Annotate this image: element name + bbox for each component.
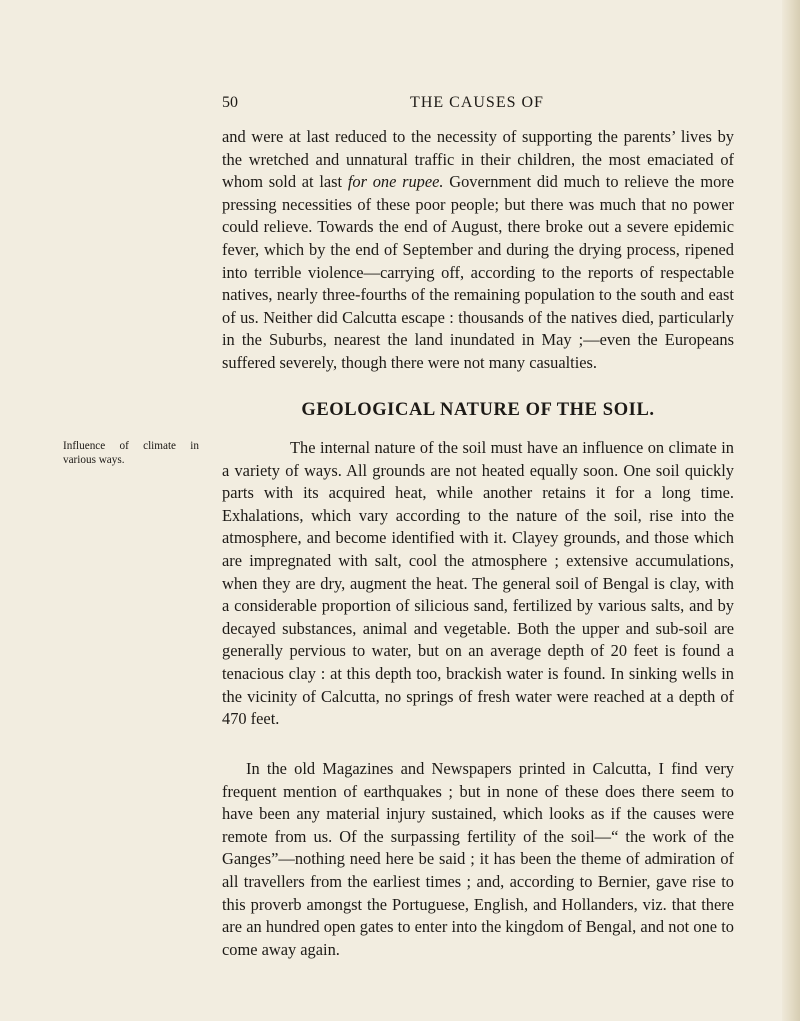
paragraph-famine-text-b: Government did much to relieve the more pressing necessities of these poor people; but there was much that no power could relieve. Towards the end of August, there broke out a severe epidemic fever, which by the end of September and during the drying process, ripened into terrible violence—carrying off, according to the reports of respectable natives, nearly three-fourths of the remaining population to the south and east of us. Neither did Calcutta escape : thousands of the natives died, particularly in the Suburbs, nearest the land inundated in May ;—even the Europeans suffered severely, though there were not many casualties. (222, 172, 735, 372)
paragraph-famine (222, 126, 734, 375)
paragraph-famine-text-a: and were at last reduced to the necessity of supporting the parents’ lives by the wretched and unnatural traffic in their children, the most emaciated of whom sold at last (222, 127, 734, 192)
page-edge-shadow (782, 0, 800, 1021)
paragraph-famine-italic: for one rupee. (347, 172, 444, 192)
running-title: THE CAUSES OF (410, 94, 544, 111)
section-heading: GEOLOGICAL NATURE OF THE SOIL. (301, 400, 655, 420)
paragraph-earthquakes: In the old Magazines and Newspapers printed in Calcutta, I find very frequent mention of earthquakes ; but in none of these does there seem to have been any material injury sustained, which looks as if the causes were remote from us. Of the surpassing fertility of the soil—“ the work of the Ganges”—nothing need here be said ; it has been the theme of admiration of all travellers from the earliest times ; and, according to Bernier, gave rise to this proverb amongst the Portuguese, English, and Hollanders, viz. that there are an hundred open gates to enter into the kingdom of Bengal, and not one to come away again. (222, 759, 734, 959)
page-header (222, 94, 732, 118)
margin-note: Influence of climate in various ways. (63, 440, 199, 466)
paragraph-soil: The internal nature of the soil must have an influence on climate in a variety of ways. All grounds are not heated equally soon. One soil quickly parts with its acquired heat, while another retains it for a long time. Exhalations, which vary according to the nature of the soil, rise into the atmosphere, and become identified with it. Clayey grounds, and those which are impregnated with salt, cool the atmosphere ; extensive accumulations, when they are dry, augment the heat. The general soil of Bengal is clay, with a considerable proportion of silicious sand, fertilized by various salts, and by decayed substances, animal and vegetable. Both the upper and sub-soil are generally pervious to water, but on an average depth of 20 feet is found a tenacious clay : at this depth too, brackish water is found. In sinking wells in the vicinity of Calcutta, no springs of fresh water were reached at a depth of 470 feet. (222, 438, 734, 729)
page-number: 50 (222, 94, 238, 111)
